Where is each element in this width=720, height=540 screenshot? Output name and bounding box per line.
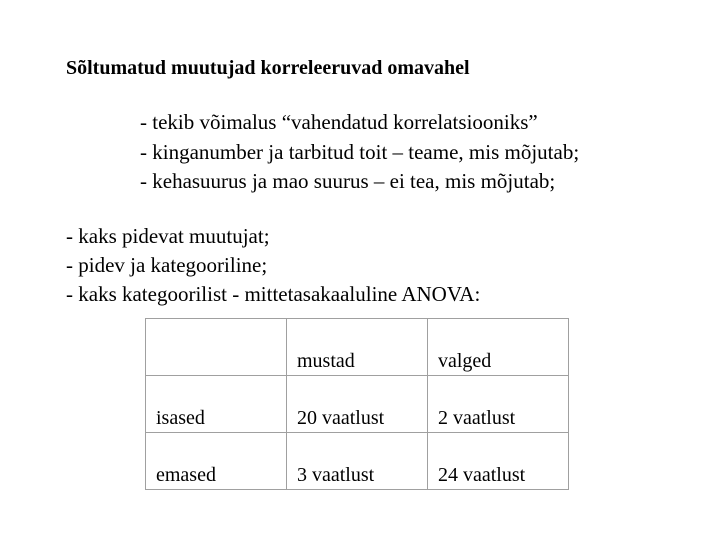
table-cell: mustad (287, 319, 428, 376)
table-cell: isased (146, 376, 287, 433)
table-cell: emased (146, 433, 287, 490)
sub-bullet: - tekib võimalus “vahendatud korrelatsiooniks” (140, 110, 538, 134)
slide-title: Sõltumatud muutujad korreleeruvad omavahel (66, 57, 470, 79)
table-cell: 2 vaatlust (428, 376, 569, 433)
bullet: - kaks pidevat muutujat; (66, 224, 270, 248)
table-cell: 20 vaatlust (287, 376, 428, 433)
table-header-row (146, 319, 569, 376)
table-cell: valged (428, 319, 569, 376)
contingency-table (145, 318, 569, 490)
table-row (146, 376, 569, 433)
sub-bullet: - kehasuurus ja mao suurus – ei tea, mis mõjutab; (140, 169, 556, 193)
bullet: - pidev ja kategooriline; (66, 253, 268, 277)
sub-bullet: - kinganumber ja tarbitud toit – teame, mis mõjutab; (140, 140, 580, 164)
table-cell: 3 vaatlust (287, 433, 428, 490)
table-cell: 24 vaatlust (428, 433, 569, 490)
table-cell (146, 319, 287, 376)
bullet: - kaks kategoorilist - mittetasakaaluline ANOVA: (66, 282, 481, 306)
table-row (146, 433, 569, 490)
